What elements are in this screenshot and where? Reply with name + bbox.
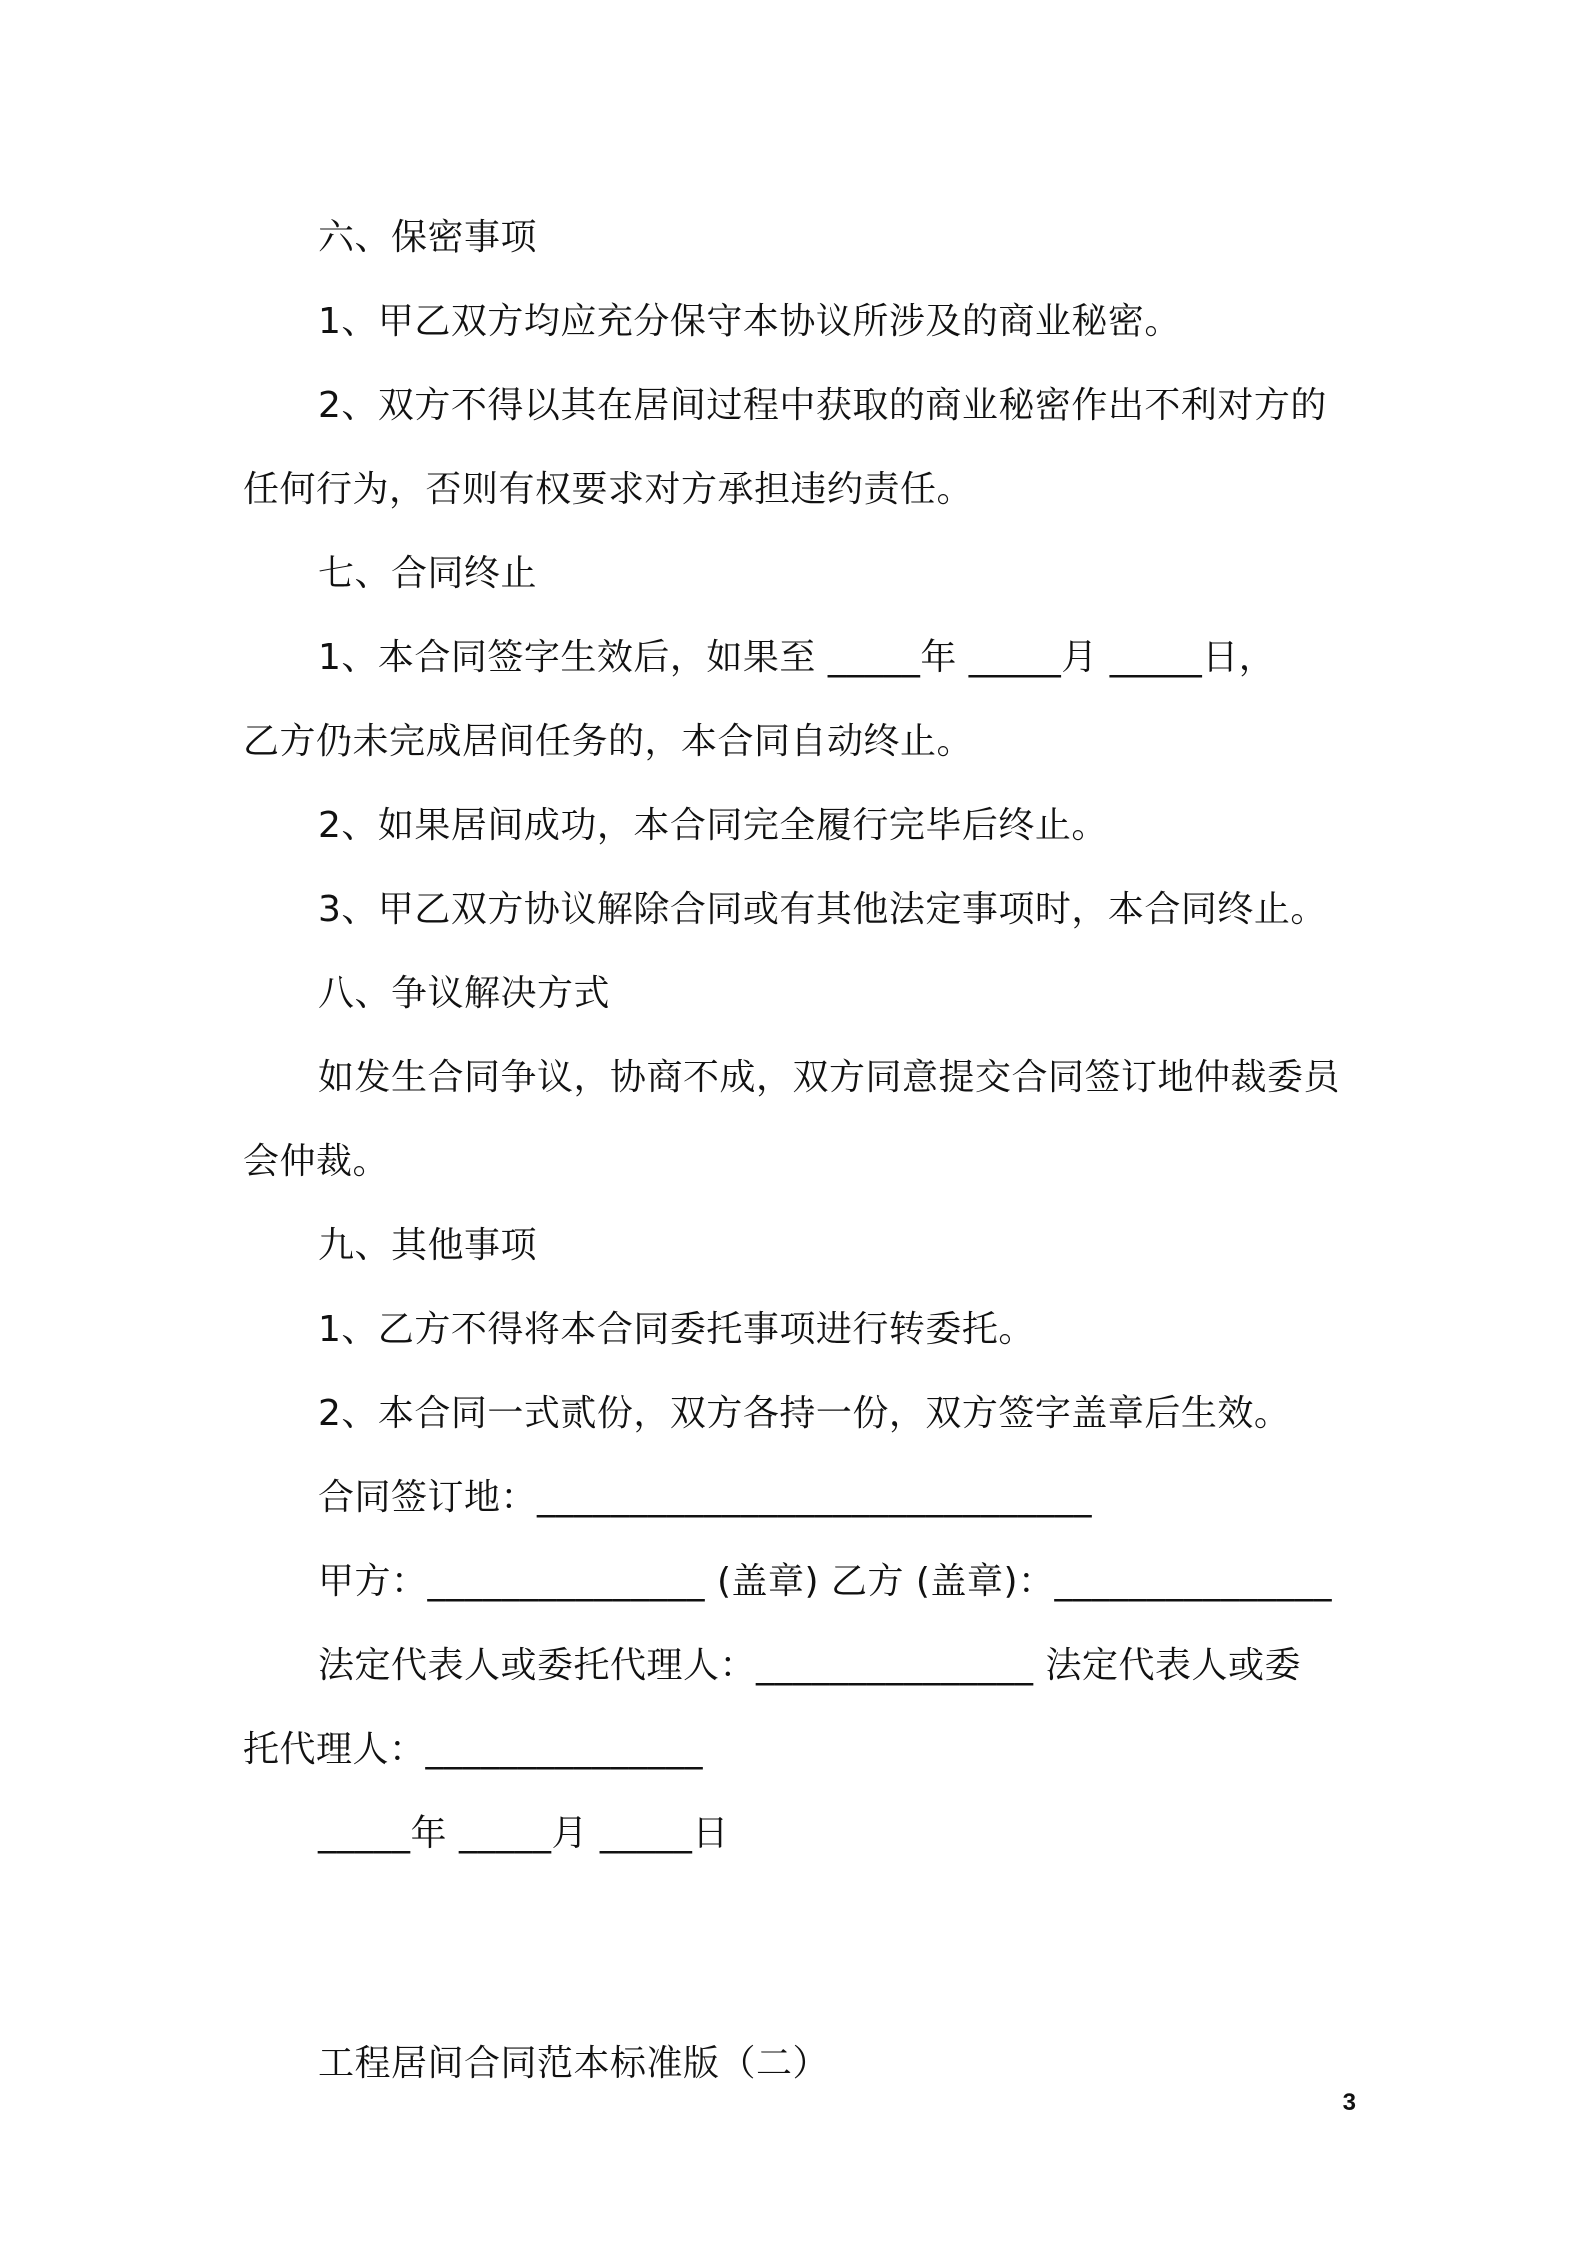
signing-place-field: 合同签订地：______________________________ xyxy=(318,1477,1093,1518)
next-document-title: 工程居间合同范本标准版（二） xyxy=(318,2043,830,2084)
paragraph: 1、本合同签字生效后，如果至 _____年 _____月 _____日， xyxy=(318,637,1276,678)
paragraph-continuation: 乙方仍未完成居间任务的，本合同自动终止。 xyxy=(243,721,974,762)
paragraph: 1、乙方不得将本合同委托事项进行转委托。 xyxy=(318,1309,1035,1350)
spacer xyxy=(243,1876,1355,1960)
representative-field-continuation: 托代理人：_______________ xyxy=(243,1729,704,1770)
document-body xyxy=(243,196,1355,2106)
spacer xyxy=(243,1960,1355,2022)
page-number: 3 xyxy=(1342,2089,1356,2116)
section-heading-dispute: 八、争议解决方式 xyxy=(318,973,611,1014)
party-signature-field: 甲方：_______________ (盖章) 乙方 (盖章)：_______________ xyxy=(318,1561,1333,1602)
paragraph-continuation: 会仲裁。 xyxy=(243,1141,390,1182)
paragraph: 3、甲乙双方协议解除合同或有其他法定事项时，本合同终止。 xyxy=(318,889,1327,930)
paragraph: 2、双方不得以其在居间过程中获取的商业秘密作出不利对方的 xyxy=(318,385,1327,426)
paragraph-continuation: 任何行为，否则有权要求对方承担违约责任。 xyxy=(243,469,974,510)
date-field: _____年 _____月 _____日 xyxy=(318,1813,729,1854)
section-heading-other: 九、其他事项 xyxy=(318,1225,538,1266)
representative-field: 法定代表人或委托代理人：_______________ 法定代表人或委 xyxy=(318,1645,1301,1686)
paragraph: 1、甲乙双方均应充分保守本协议所涉及的商业秘密。 xyxy=(318,301,1181,342)
section-heading-confidentiality: 六、保密事项 xyxy=(318,217,538,258)
paragraph: 2、本合同一式贰份，双方各持一份，双方签字盖章后生效。 xyxy=(318,1393,1291,1434)
paragraph: 如发生合同争议，协商不成，双方同意提交合同签订地仲裁委员 xyxy=(318,1057,1341,1098)
paragraph: 2、如果居间成功，本合同完全履行完毕后终止。 xyxy=(318,805,1108,846)
section-heading-termination: 七、合同终止 xyxy=(318,553,538,594)
